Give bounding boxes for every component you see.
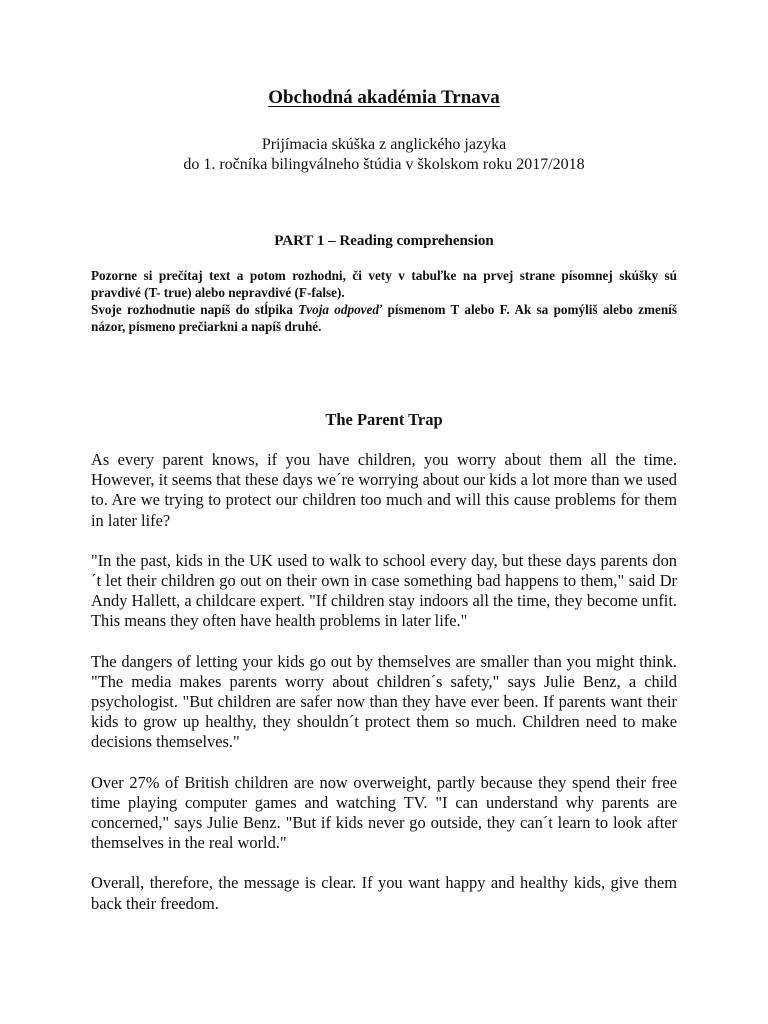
instructions-paragraph-2	[91, 301, 677, 335]
instructions-paragraph-1: Pozorne si prečítaj text a potom rozhodni, či vety v tabuľke na prvej strane písomnej skúšky sú pravdivé (T- true) alebo nepravdivé (F-false).	[91, 268, 677, 300]
story-paragraph: As every parent knows, if you have children, you worry about them all the time. However, it seems that these days we´re worrying about our kids a lot more than we used to. Are we trying to protect our children too much and will this cause problems for them in later life?	[91, 450, 677, 530]
story-title: The Parent Trap	[325, 410, 443, 429]
story-paragraph: The dangers of letting your kids go out by themselves are smaller than you might think. "The media makes parents worry about children´s safety," says Julie Benz, a child psychologist. "But children are safer now than they have ever been. If parents want their kids to grow up healthy, they shouldn´t protect them so much. Children need to make decisions themselves."	[91, 651, 677, 752]
school-title: Obchodná akadémia Trnava	[268, 87, 500, 108]
instructions-block	[91, 267, 677, 335]
exam-subtitle-line-2: do 1. ročníka bilingválneho štúdia v školskom roku 2017/2018	[183, 156, 585, 173]
instructions-text: Svoje rozhodnutie napíš do stĺpika	[91, 302, 299, 317]
story-paragraph: Overall, therefore, the message is clear. If you want happy and healthy kids, give them back their freedom.	[91, 873, 677, 913]
instructions-column-name: Tvoja odpoveď	[298, 302, 383, 317]
part-heading: PART 1 – Reading comprehension	[274, 233, 494, 249]
story-paragraph: Over 27% of British children are now overweight, partly because they spend their free time playing computer games and watching TV. "I can understand why parents are concerned," says Julie Benz. "But if kids never go outside, they can´t learn to look after themselves in the real world."	[91, 772, 677, 853]
exam-subtitle-line-1: Prijímacia skúška z anglického jazyka	[261, 136, 507, 153]
story-body	[91, 450, 677, 934]
story-paragraph: "In the past, kids in the UK used to walk to school every day, but these days parents don´t let their children go out on their own in case something bad happens to them," said Dr Andy Hallett, a childcare expert. "If children stay indoors all the time, they become unfit. This means they often have health problems in later life."	[91, 550, 677, 631]
instructions-text: písmenom T alebo F. Ak sa pomýliš alebo zmeníš názor, písmeno prečiarkni a napíš druhé.	[91, 302, 677, 334]
